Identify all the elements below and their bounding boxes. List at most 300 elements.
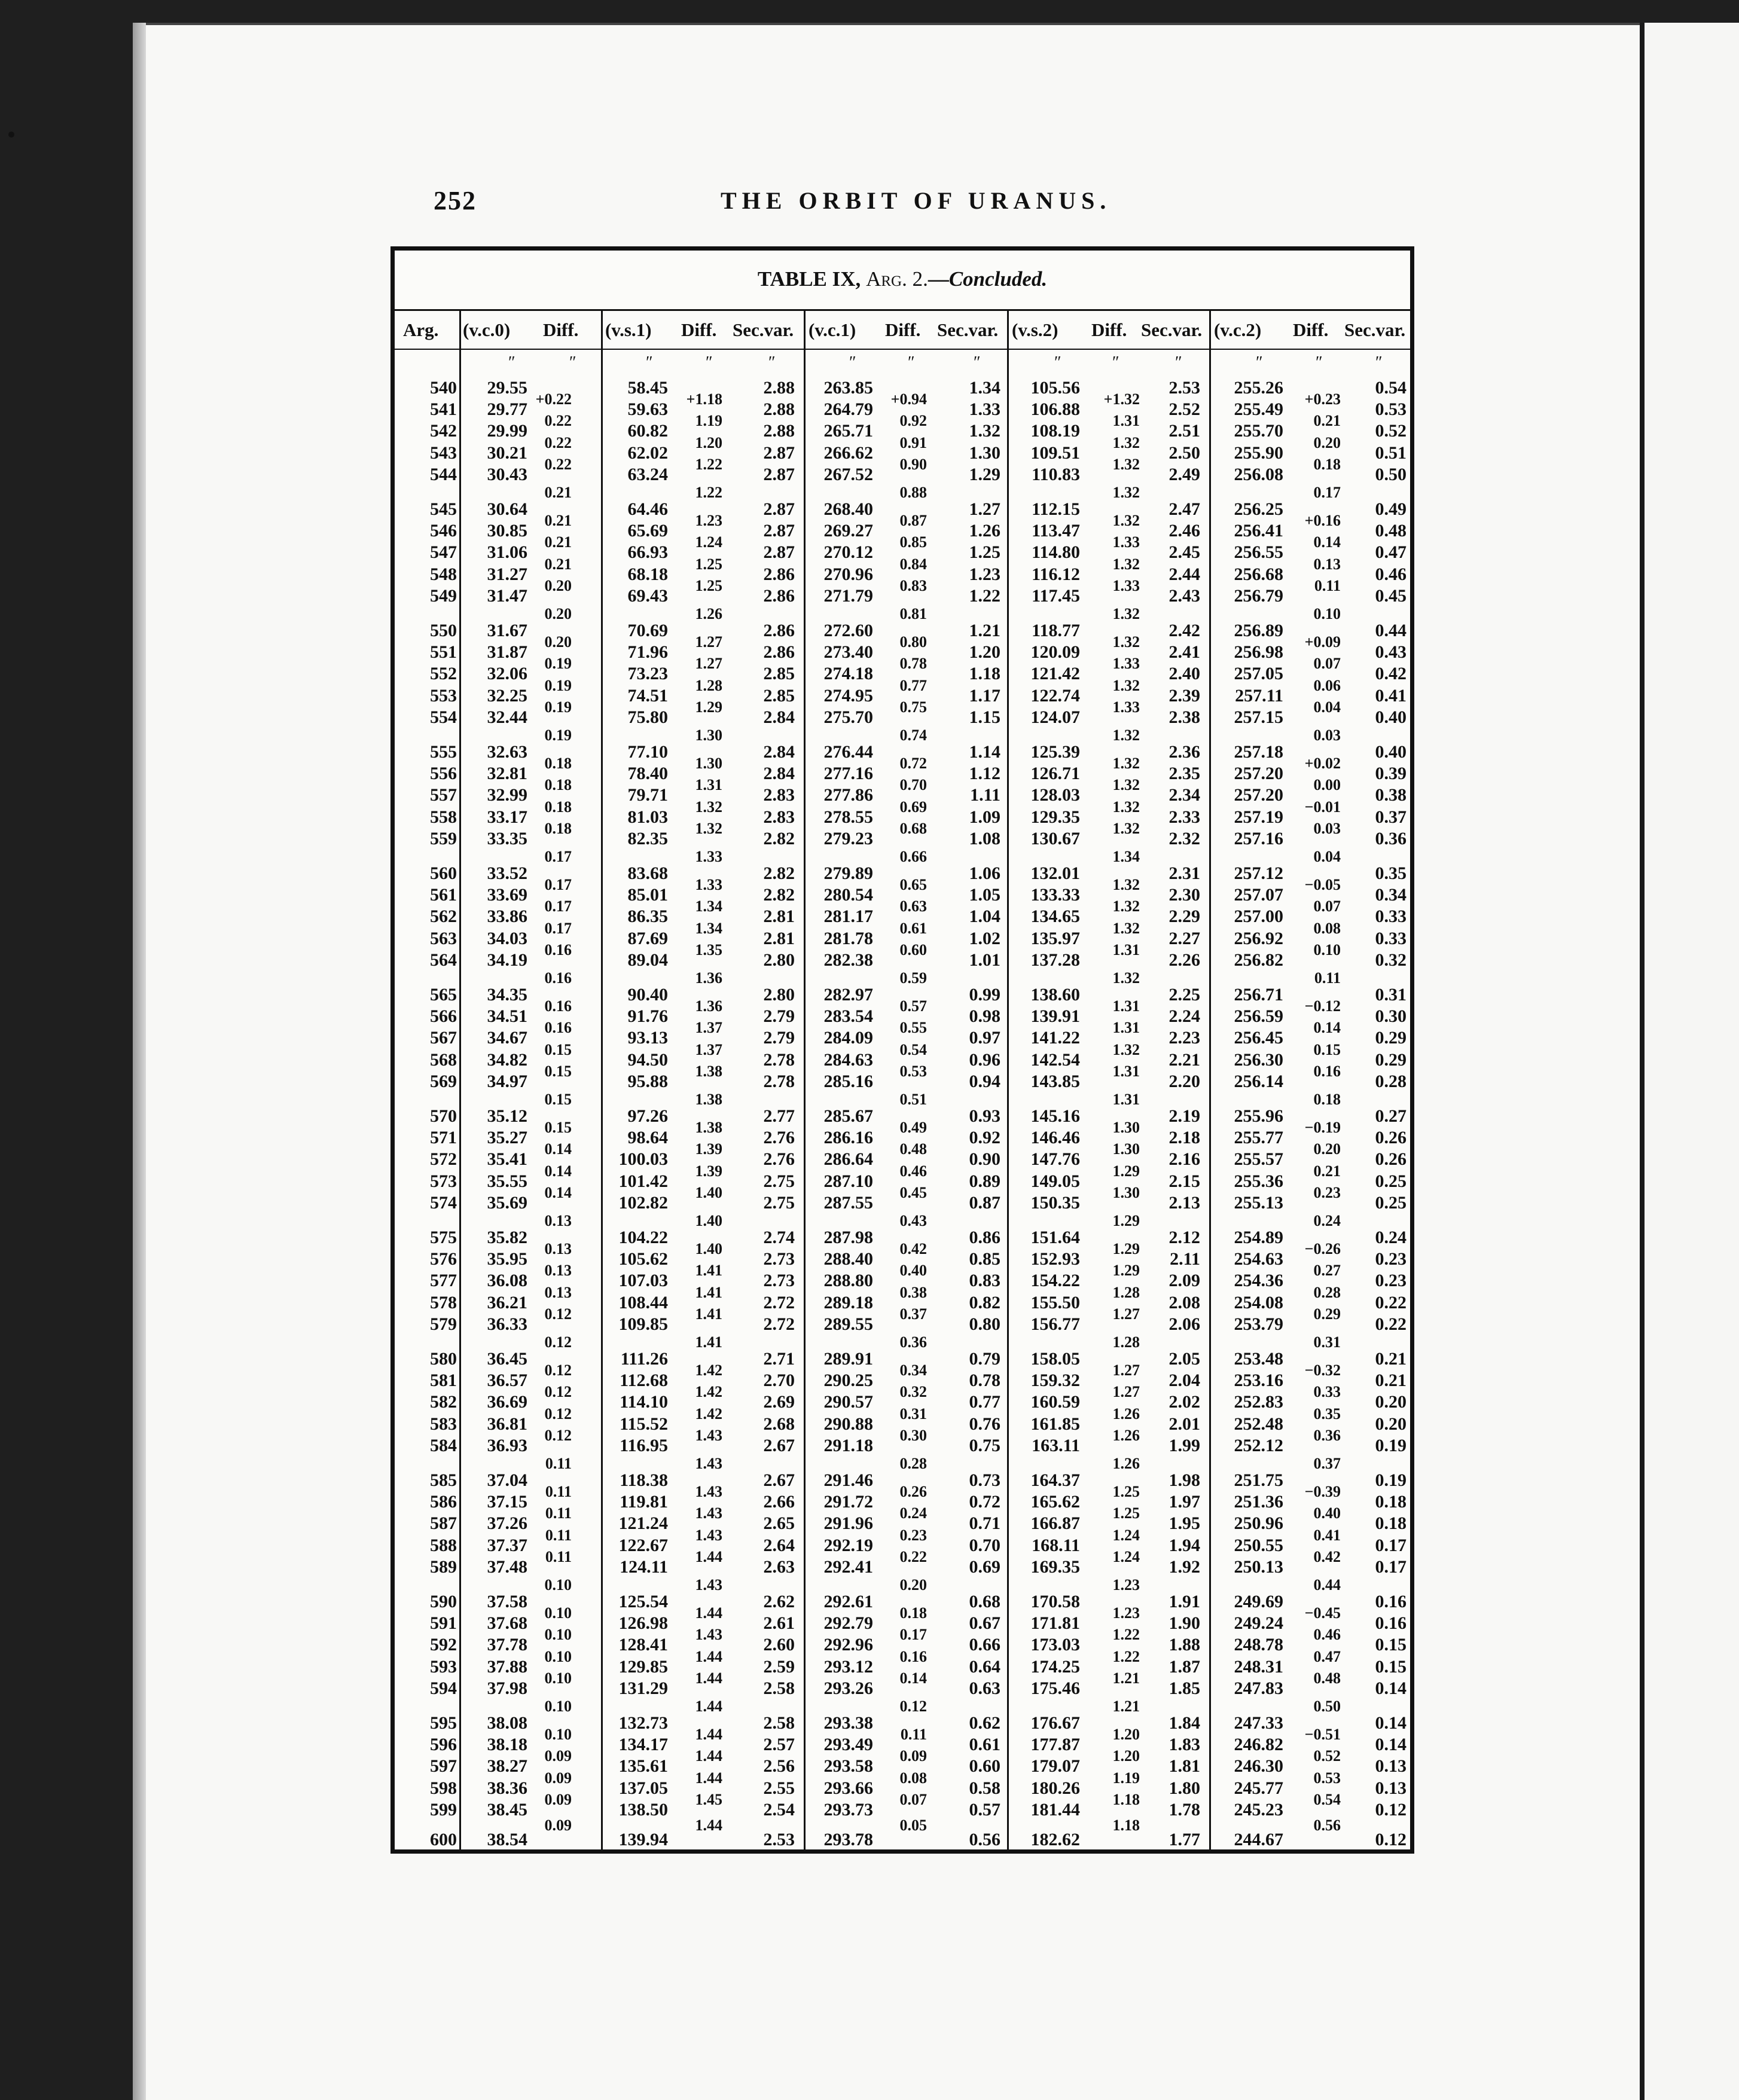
diff-value: 1.31 bbox=[1112, 412, 1140, 430]
cell-vc1: 284.09 bbox=[823, 1028, 873, 1048]
cell-vs2: 124.07 bbox=[1030, 707, 1080, 727]
cell-vs1: 58.45 bbox=[627, 378, 668, 398]
cell-vc2: 254.63 bbox=[1234, 1249, 1283, 1269]
cell-sv2: 0.83 bbox=[969, 1271, 1000, 1291]
diff-value: 1.39 bbox=[695, 1162, 722, 1180]
diff-value: 0.11 bbox=[1314, 969, 1341, 987]
cell-vc0: 34.35 bbox=[487, 985, 527, 1005]
diff-value: 1.20 bbox=[695, 434, 722, 451]
cell-arg: 596 bbox=[430, 1735, 457, 1755]
cell-vs1: 64.46 bbox=[627, 499, 668, 519]
cell-sv2: 0.98 bbox=[969, 1006, 1000, 1027]
cell-arg: 545 bbox=[430, 499, 457, 519]
page-number: 252 bbox=[434, 186, 477, 215]
diff-value: 1.31 bbox=[1112, 1019, 1140, 1037]
cell-arg: 549 bbox=[430, 585, 457, 606]
cell-sv4: 0.45 bbox=[1375, 585, 1407, 606]
cell-sv2: 1.32 bbox=[969, 421, 1000, 441]
cell-vc0: 38.27 bbox=[487, 1756, 527, 1777]
cell-vc1: 273.40 bbox=[823, 642, 873, 663]
cell-vs1: 135.61 bbox=[618, 1756, 668, 1777]
cell-vs2: 145.16 bbox=[1030, 1106, 1080, 1126]
diff-value: 1.32 bbox=[1112, 876, 1140, 894]
cell-vc0: 36.08 bbox=[487, 1271, 527, 1291]
cell-sv2: 0.62 bbox=[969, 1713, 1000, 1733]
cell-vc0: 35.55 bbox=[487, 1171, 527, 1191]
cell-vs1: 126.98 bbox=[618, 1613, 668, 1634]
cell-sv2: 1.30 bbox=[969, 442, 1000, 463]
cell-vc1: 285.67 bbox=[823, 1106, 873, 1126]
cell-vc2: 249.24 bbox=[1234, 1613, 1283, 1634]
cell-sv4: 0.34 bbox=[1375, 885, 1407, 905]
diff-value: 1.24 bbox=[1112, 1547, 1140, 1565]
cell-sv4: 0.33 bbox=[1375, 928, 1407, 948]
cell-sv1: 2.71 bbox=[763, 1349, 795, 1369]
cell-vc2: 257.15 bbox=[1234, 707, 1283, 727]
diff-value: 0.04 bbox=[1313, 847, 1341, 865]
cell-sv3: 2.46 bbox=[1169, 521, 1200, 541]
cell-sv1: 2.84 bbox=[763, 764, 795, 784]
cell-sv3: 2.27 bbox=[1169, 928, 1200, 948]
cell-vc2: 253.79 bbox=[1234, 1314, 1283, 1334]
diff-value: 0.88 bbox=[899, 483, 927, 501]
cell-vs2: 117.45 bbox=[1032, 585, 1080, 606]
unit-mark: ″ bbox=[974, 353, 981, 372]
cell-arg: 562 bbox=[430, 906, 457, 927]
cell-vc2: 252.48 bbox=[1234, 1414, 1283, 1434]
cell-arg: 589 bbox=[430, 1556, 457, 1577]
cell-vs1: 78.40 bbox=[627, 764, 668, 784]
cell-vc1: 268.40 bbox=[823, 499, 873, 519]
diff-value: 1.33 bbox=[1112, 655, 1140, 673]
cell-sv2: 0.97 bbox=[969, 1028, 1000, 1048]
cell-sv1: 2.64 bbox=[763, 1535, 795, 1555]
cell-vs1: 95.88 bbox=[627, 1071, 668, 1091]
cell-vc1: 282.38 bbox=[823, 950, 873, 970]
diff-value: 0.40 bbox=[899, 1262, 927, 1280]
diff-value: 0.55 bbox=[899, 1019, 927, 1037]
cell-vc2: 244.67 bbox=[1234, 1830, 1283, 1849]
cell-sv3: 2.08 bbox=[1169, 1292, 1200, 1312]
diff-value: 0.32 bbox=[899, 1383, 927, 1401]
diff-value: 1.33 bbox=[1112, 533, 1140, 551]
cell-sv4: 0.41 bbox=[1375, 685, 1407, 706]
cell-sv2: 0.68 bbox=[969, 1592, 1000, 1611]
diff-value: 0.12 bbox=[544, 1333, 572, 1351]
diff-value: 0.09 bbox=[899, 1747, 927, 1765]
cell-sv3: 2.36 bbox=[1169, 742, 1200, 762]
diff-value: 0.35 bbox=[1313, 1405, 1341, 1423]
diff-value: −0.51 bbox=[1304, 1726, 1341, 1744]
diff-value: +1.32 bbox=[1103, 390, 1140, 408]
cell-vs2: 129.35 bbox=[1030, 807, 1080, 827]
diff-value: 1.43 bbox=[695, 1426, 722, 1444]
diff-value: 0.42 bbox=[899, 1240, 927, 1258]
cell-vc2: 254.36 bbox=[1234, 1271, 1283, 1291]
unit-mark: ″ bbox=[1375, 353, 1383, 372]
diff-value: 1.44 bbox=[695, 1816, 722, 1834]
cell-vc2: 246.30 bbox=[1234, 1756, 1283, 1777]
page-top-edge bbox=[133, 23, 1640, 25]
cell-vc2: 256.45 bbox=[1234, 1028, 1283, 1048]
cell-sv3: 1.81 bbox=[1169, 1756, 1200, 1777]
diff-value: 0.15 bbox=[1313, 1040, 1341, 1058]
cell-vc2: 254.89 bbox=[1234, 1228, 1283, 1247]
header-secvar: Sec.var. bbox=[733, 319, 794, 340]
cell-vs1: 71.96 bbox=[627, 642, 668, 663]
unit-mark: ″ bbox=[1316, 353, 1323, 372]
cell-vc1: 290.57 bbox=[823, 1392, 873, 1412]
cell-vc1: 287.98 bbox=[823, 1228, 873, 1247]
header-arg: Arg. bbox=[403, 319, 439, 340]
cell-sv4: 0.51 bbox=[1375, 442, 1407, 463]
cell-sv1: 2.82 bbox=[763, 863, 795, 883]
cell-vs2: 152.93 bbox=[1030, 1249, 1080, 1269]
cell-vc0: 32.63 bbox=[487, 742, 527, 762]
diff-value: 0.28 bbox=[899, 1454, 927, 1472]
cell-vs2: 171.81 bbox=[1030, 1613, 1080, 1634]
diff-value: 0.11 bbox=[1314, 576, 1341, 594]
cell-sv2: 0.76 bbox=[969, 1414, 1000, 1434]
diff-value: −0.01 bbox=[1304, 798, 1341, 816]
diff-value: 1.44 bbox=[695, 1697, 722, 1715]
cell-arg: 560 bbox=[430, 863, 457, 883]
diff-value: 0.09 bbox=[544, 1747, 572, 1765]
diff-value: 1.30 bbox=[695, 726, 722, 744]
cell-vs2: 158.05 bbox=[1030, 1349, 1080, 1369]
cell-sv4: 0.16 bbox=[1375, 1613, 1407, 1634]
diff-value: 1.45 bbox=[695, 1790, 722, 1808]
cell-sv2: 0.64 bbox=[969, 1656, 1000, 1677]
diff-value: 1.33 bbox=[695, 847, 722, 865]
cell-sv1: 2.79 bbox=[763, 1028, 795, 1048]
diff-value: 0.18 bbox=[1313, 1090, 1341, 1108]
cell-sv3: 1.94 bbox=[1169, 1535, 1200, 1555]
cell-vc2: 256.41 bbox=[1234, 521, 1283, 541]
cell-arg: 541 bbox=[430, 399, 457, 420]
diff-value: 1.25 bbox=[1112, 1504, 1140, 1522]
cell-vc1: 283.54 bbox=[823, 1006, 873, 1027]
cell-vc1: 288.80 bbox=[823, 1271, 873, 1291]
cell-sv4: 0.36 bbox=[1375, 828, 1407, 848]
diff-value: 0.10 bbox=[544, 1697, 572, 1715]
cell-arg: 575 bbox=[430, 1228, 457, 1247]
diff-value: +0.94 bbox=[890, 390, 927, 408]
cell-vc0: 31.27 bbox=[487, 564, 527, 584]
header-vs2: (v.s.2) bbox=[1012, 319, 1058, 340]
cell-vc2: 257.00 bbox=[1234, 906, 1283, 927]
cell-vc2: 249.69 bbox=[1234, 1592, 1283, 1611]
cell-sv1: 2.87 bbox=[763, 499, 795, 519]
cell-arg: 588 bbox=[430, 1535, 457, 1555]
diff-value: 1.44 bbox=[695, 1769, 722, 1787]
cell-vc0: 36.57 bbox=[487, 1371, 527, 1391]
cell-vs1: 65.69 bbox=[627, 521, 668, 541]
cell-arg: 552 bbox=[430, 664, 457, 684]
cell-arg: 584 bbox=[430, 1435, 457, 1455]
cell-sv2: 0.61 bbox=[969, 1735, 1000, 1755]
cell-vs2: 134.65 bbox=[1030, 906, 1080, 927]
cell-vs2: 156.77 bbox=[1030, 1314, 1080, 1334]
cell-arg: 542 bbox=[430, 421, 457, 441]
diff-value: 1.32 bbox=[1112, 776, 1140, 794]
diff-value: 0.40 bbox=[1313, 1504, 1341, 1522]
diff-value: 0.10 bbox=[544, 1647, 572, 1665]
cell-sv1: 2.76 bbox=[763, 1128, 795, 1148]
cell-vc0: 31.06 bbox=[487, 542, 527, 563]
cell-vs2: 116.12 bbox=[1032, 564, 1080, 584]
cell-vs1: 89.04 bbox=[627, 950, 668, 970]
diff-value: 0.17 bbox=[544, 847, 572, 865]
cell-sv1: 2.58 bbox=[763, 1713, 795, 1733]
cell-vs1: 75.80 bbox=[627, 707, 668, 727]
diff-value: +0.16 bbox=[1304, 512, 1341, 530]
diff-value: 1.22 bbox=[1112, 1647, 1140, 1665]
cell-vs2: 120.09 bbox=[1030, 642, 1080, 663]
cell-sv4: 0.13 bbox=[1375, 1778, 1407, 1798]
cell-vc1: 269.27 bbox=[823, 521, 873, 541]
cell-vs1: 137.05 bbox=[618, 1778, 668, 1798]
cell-vc0: 36.45 bbox=[487, 1349, 527, 1369]
cell-arg: 573 bbox=[430, 1171, 457, 1191]
cell-sv1: 2.53 bbox=[763, 1830, 795, 1849]
diff-value: 0.44 bbox=[1313, 1576, 1341, 1594]
diff-value: 0.36 bbox=[899, 1333, 927, 1351]
cell-sv4: 0.16 bbox=[1375, 1592, 1407, 1611]
cell-vc0: 35.41 bbox=[487, 1149, 527, 1170]
cell-vs2: 174.25 bbox=[1030, 1656, 1080, 1677]
cell-vc0: 32.81 bbox=[487, 764, 527, 784]
cell-arg: 594 bbox=[430, 1678, 457, 1698]
cell-vs2: 114.80 bbox=[1032, 542, 1080, 563]
cell-sv1: 2.88 bbox=[763, 421, 795, 441]
diff-value: 0.18 bbox=[544, 755, 572, 773]
cell-vs2: 177.87 bbox=[1030, 1735, 1080, 1755]
cell-vc2: 257.18 bbox=[1234, 742, 1283, 762]
cell-sv3: 1.92 bbox=[1169, 1556, 1200, 1577]
diff-value: 0.91 bbox=[899, 434, 927, 451]
cell-sv1: 2.86 bbox=[763, 621, 795, 640]
cell-sv1: 2.65 bbox=[763, 1513, 795, 1534]
diff-value: 1.40 bbox=[695, 1183, 722, 1201]
cell-vc1: 270.96 bbox=[823, 564, 873, 584]
unit-mark: ″ bbox=[908, 353, 915, 372]
diff-value: 1.34 bbox=[1112, 847, 1140, 865]
diff-value: 0.15 bbox=[544, 1090, 572, 1108]
cell-sv4: 0.12 bbox=[1375, 1799, 1407, 1820]
cell-sv2: 0.58 bbox=[969, 1778, 1000, 1798]
cell-vc1: 266.62 bbox=[823, 442, 873, 463]
cell-sv3: 2.30 bbox=[1169, 885, 1200, 905]
diff-value: 0.00 bbox=[1313, 776, 1341, 794]
cell-vc1: 287.10 bbox=[823, 1171, 873, 1191]
cell-vc0: 34.19 bbox=[487, 950, 527, 970]
diff-value: 1.43 bbox=[695, 1504, 722, 1522]
diff-value: 1.31 bbox=[1112, 941, 1140, 959]
cell-vs1: 70.69 bbox=[627, 621, 668, 640]
diff-value: +0.23 bbox=[1304, 390, 1341, 408]
cell-vc1: 277.16 bbox=[823, 764, 873, 784]
cell-sv4: 0.32 bbox=[1375, 950, 1407, 970]
cell-vc0: 38.36 bbox=[487, 1778, 527, 1798]
diff-value: 1.44 bbox=[695, 1747, 722, 1765]
cell-vc0: 35.95 bbox=[487, 1249, 527, 1269]
cell-vc1: 293.38 bbox=[823, 1713, 873, 1733]
diff-value: 0.12 bbox=[899, 1697, 927, 1715]
cell-vc1: 293.78 bbox=[823, 1830, 873, 1849]
cell-arg: 591 bbox=[430, 1613, 457, 1634]
diff-value: 0.19 bbox=[544, 698, 572, 716]
cell-vc2: 255.90 bbox=[1234, 442, 1283, 463]
cell-vc1: 279.89 bbox=[823, 863, 873, 883]
cell-vs1: 83.68 bbox=[627, 863, 668, 883]
diff-value: 0.08 bbox=[1313, 919, 1341, 937]
cell-vs1: 109.85 bbox=[618, 1314, 668, 1334]
cell-vc2: 250.96 bbox=[1234, 1513, 1283, 1534]
cell-vs2: 143.85 bbox=[1030, 1071, 1080, 1091]
diff-value: 0.18 bbox=[544, 798, 572, 816]
table-title-arg: Arg. 2. bbox=[866, 267, 928, 291]
diff-value: 0.17 bbox=[544, 876, 572, 894]
diff-value: 0.85 bbox=[899, 533, 927, 551]
cell-sv3: 2.29 bbox=[1169, 906, 1200, 927]
header-diff: Diff. bbox=[1293, 319, 1329, 340]
cell-sv2: 0.71 bbox=[969, 1513, 1000, 1534]
cell-vc0: 31.87 bbox=[487, 642, 527, 663]
cell-arg: 569 bbox=[430, 1071, 457, 1091]
cell-arg: 546 bbox=[430, 521, 457, 541]
cell-vs2: 163.11 bbox=[1032, 1435, 1080, 1455]
cell-sv3: 2.42 bbox=[1169, 621, 1200, 640]
cell-sv4: 0.18 bbox=[1375, 1492, 1407, 1512]
cell-sv1: 2.87 bbox=[763, 521, 795, 541]
cell-sv3: 2.34 bbox=[1169, 785, 1200, 805]
cell-sv4: 0.21 bbox=[1375, 1349, 1407, 1369]
cell-arg: 595 bbox=[430, 1713, 457, 1733]
cell-vs2: 137.28 bbox=[1030, 950, 1080, 970]
cell-sv1: 2.57 bbox=[763, 1735, 795, 1755]
cell-arg: 570 bbox=[430, 1106, 457, 1126]
cell-vs2: 122.74 bbox=[1030, 685, 1080, 706]
cell-vs2: 175.46 bbox=[1030, 1678, 1080, 1698]
cell-vc0: 36.69 bbox=[487, 1392, 527, 1412]
diff-value: 1.44 bbox=[695, 1726, 722, 1744]
diff-value: 1.41 bbox=[695, 1333, 722, 1351]
cell-sv2: 1.15 bbox=[969, 707, 1000, 727]
cell-vc0: 37.48 bbox=[487, 1556, 527, 1577]
diff-value: 0.14 bbox=[544, 1140, 572, 1158]
cell-sv1: 2.86 bbox=[763, 564, 795, 584]
diff-value: 0.14 bbox=[544, 1183, 572, 1201]
cell-vs1: 112.68 bbox=[620, 1371, 668, 1391]
cell-sv3: 2.31 bbox=[1169, 863, 1200, 883]
cell-arg: 567 bbox=[430, 1028, 457, 1048]
diff-value: 0.68 bbox=[899, 819, 927, 837]
unit-mark: ″ bbox=[1256, 353, 1263, 372]
diff-value: 0.23 bbox=[899, 1526, 927, 1544]
table-title-main: TABLE IX, bbox=[757, 267, 861, 291]
diff-value: 1.42 bbox=[695, 1383, 722, 1401]
cell-vs2: 147.76 bbox=[1030, 1149, 1080, 1170]
cell-vc1: 292.61 bbox=[823, 1592, 873, 1611]
diff-value: 1.40 bbox=[695, 1240, 722, 1258]
cell-sv3: 2.18 bbox=[1169, 1128, 1200, 1148]
diff-value: 1.37 bbox=[695, 1019, 722, 1037]
cell-vs1: 60.82 bbox=[627, 421, 668, 441]
diff-value: −0.12 bbox=[1304, 997, 1341, 1015]
cell-sv3: 1.78 bbox=[1169, 1799, 1200, 1820]
diff-value: 0.14 bbox=[899, 1669, 927, 1687]
diff-value: −0.19 bbox=[1304, 1119, 1341, 1137]
cell-sv3: 2.16 bbox=[1169, 1149, 1200, 1170]
cell-sv3: 2.49 bbox=[1169, 464, 1200, 484]
cell-sv1: 2.85 bbox=[763, 685, 795, 706]
diff-value: 0.16 bbox=[544, 941, 572, 959]
cell-vs2: 170.58 bbox=[1030, 1592, 1080, 1611]
cell-sv4: 0.40 bbox=[1375, 742, 1407, 762]
cell-vs2: 154.22 bbox=[1030, 1271, 1080, 1291]
cell-vc2: 256.68 bbox=[1234, 564, 1283, 584]
cell-sv4: 0.15 bbox=[1375, 1635, 1407, 1655]
header-secvar: Sec.var. bbox=[937, 319, 999, 340]
cell-vc2: 245.77 bbox=[1234, 1778, 1283, 1798]
diff-value: 0.27 bbox=[1313, 1262, 1341, 1280]
cell-vs1: 81.03 bbox=[627, 807, 668, 827]
cell-sv4: 0.40 bbox=[1375, 707, 1407, 727]
cell-vc1: 272.60 bbox=[823, 621, 873, 640]
diff-value: 0.14 bbox=[1313, 1019, 1341, 1037]
diff-value: 0.48 bbox=[899, 1140, 927, 1158]
diff-value: +0.22 bbox=[535, 390, 572, 408]
cell-sv1: 2.56 bbox=[763, 1756, 795, 1777]
diff-value: 1.18 bbox=[1112, 1816, 1140, 1834]
cell-vs1: 85.01 bbox=[627, 885, 668, 905]
cell-vs2: 125.39 bbox=[1030, 742, 1080, 762]
cell-sv4: 0.22 bbox=[1375, 1314, 1407, 1334]
cell-arg: 582 bbox=[430, 1392, 457, 1412]
cell-arg: 574 bbox=[430, 1192, 457, 1213]
cell-sv3: 1.88 bbox=[1169, 1635, 1200, 1655]
cell-vs1: 104.22 bbox=[618, 1228, 668, 1247]
cell-vs1: 125.54 bbox=[618, 1592, 668, 1611]
table-title-concluded: Concluded. bbox=[948, 267, 1048, 291]
cell-vc0: 36.93 bbox=[487, 1435, 527, 1455]
cell-sv2: 1.33 bbox=[969, 399, 1000, 420]
cell-vc0: 37.15 bbox=[487, 1492, 527, 1512]
cell-vc2: 256.92 bbox=[1234, 928, 1283, 948]
cell-sv3: 2.40 bbox=[1169, 664, 1200, 684]
diff-value: 0.06 bbox=[1313, 676, 1341, 694]
cell-vc0: 38.18 bbox=[487, 1735, 527, 1755]
cell-vc2: 255.26 bbox=[1234, 378, 1283, 398]
cell-vc2: 253.16 bbox=[1234, 1371, 1283, 1391]
cell-arg: 568 bbox=[430, 1049, 457, 1070]
cell-vs2: 106.88 bbox=[1030, 399, 1080, 420]
unit-mark: ″ bbox=[646, 353, 653, 372]
diff-value: 0.03 bbox=[1313, 819, 1341, 837]
cell-sv2: 1.23 bbox=[969, 564, 1000, 584]
diff-value: 0.21 bbox=[544, 555, 572, 573]
cell-sv2: 1.27 bbox=[969, 499, 1000, 519]
cell-sv4: 0.19 bbox=[1375, 1470, 1407, 1490]
diff-value: 0.29 bbox=[1313, 1305, 1341, 1323]
cell-sv4: 0.44 bbox=[1375, 621, 1407, 640]
cell-vc0: 35.12 bbox=[487, 1106, 527, 1126]
unit-mark: ″ bbox=[1175, 353, 1182, 372]
diff-value: 1.43 bbox=[695, 1526, 722, 1544]
cell-sv1: 2.70 bbox=[763, 1371, 795, 1391]
cell-vc1: 287.55 bbox=[823, 1192, 873, 1213]
